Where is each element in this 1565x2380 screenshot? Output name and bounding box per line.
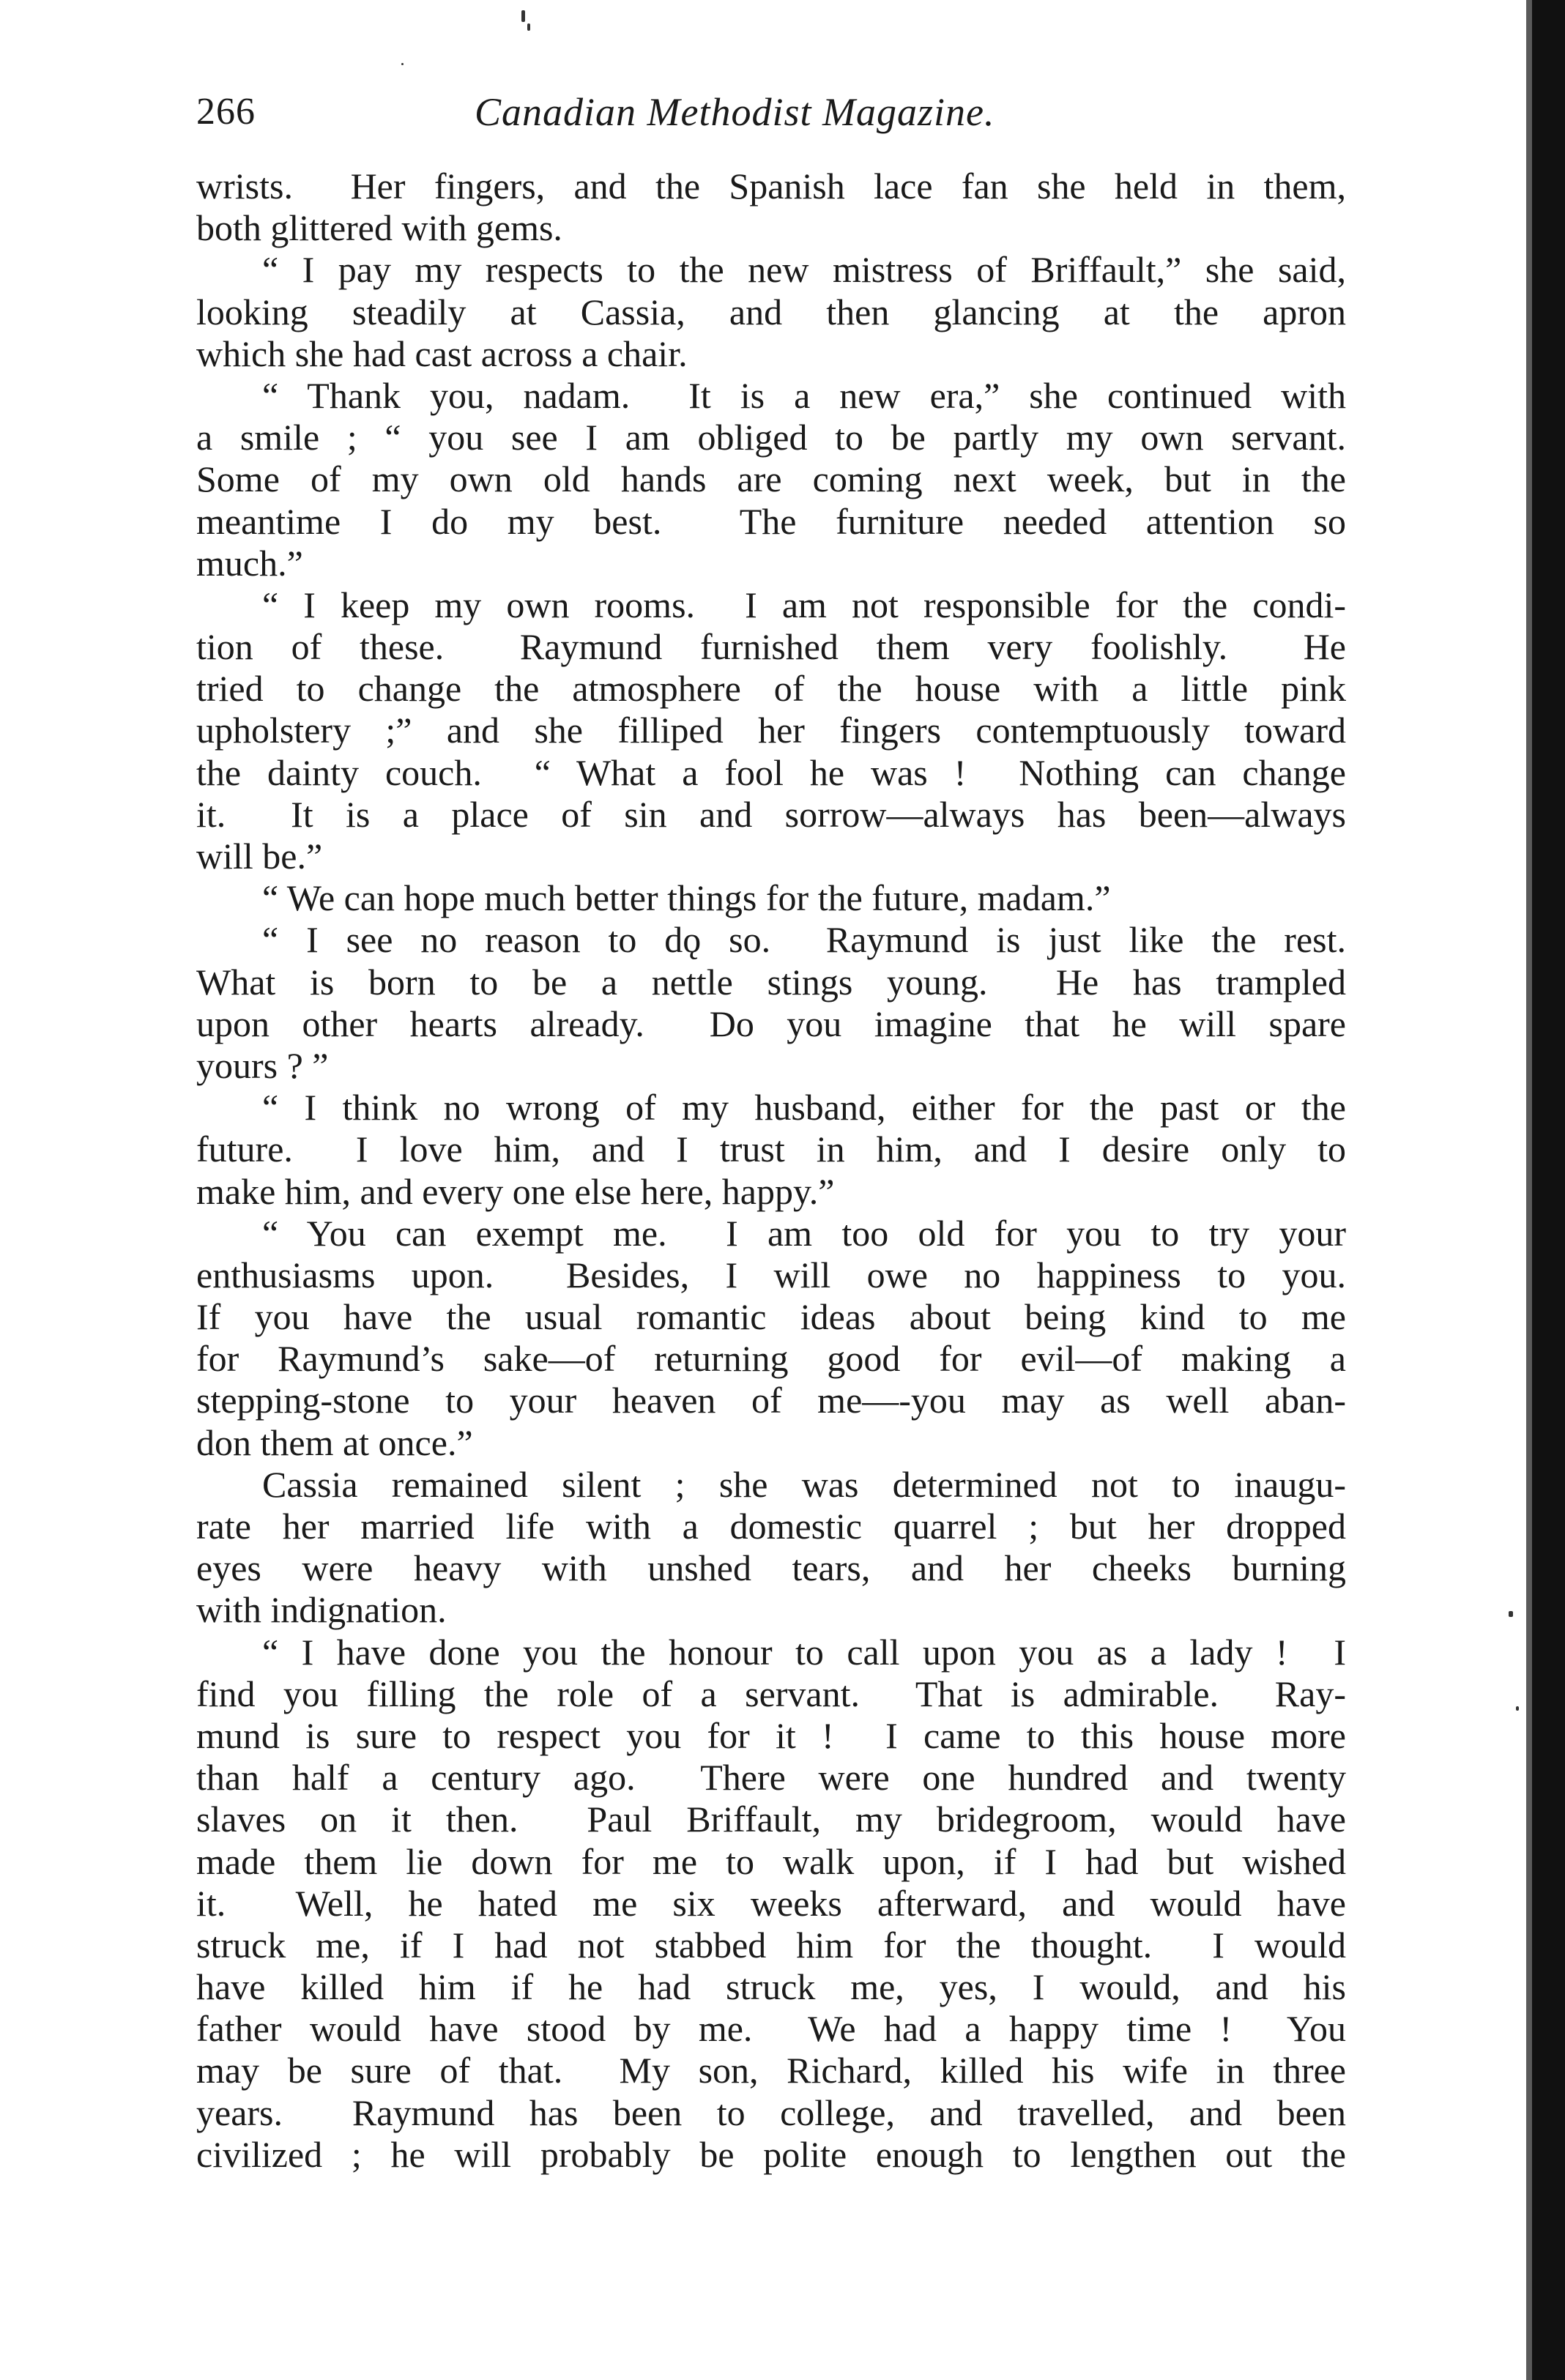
text-line: which she had cast across a chair.: [196, 332, 688, 374]
text-line: upon other hearts already. Do you imagine that he will spare: [196, 1003, 1346, 1044]
text-line: “ I think no wrong of my husband, either for the past or the: [262, 1087, 1346, 1128]
text-line: find you filling the role of a servant. That is admirable. Ray-: [196, 1673, 1346, 1714]
text-line: meantime I do my best. The furniture needed attention so: [196, 500, 1346, 542]
text-line: for Raymund’s sake—of returning good for evil—of making a: [196, 1338, 1346, 1380]
text-line: rate her married life with a domestic quarrel ; but her dropped: [196, 1506, 1346, 1547]
text-line: What is born to be a nettle stings young. He has trampled: [196, 961, 1346, 1003]
text-line: much.”: [196, 542, 303, 584]
text-line: Cassia remained silent ; she was determined not to inaugu-: [262, 1463, 1346, 1505]
text-line: mund is sure to respect you for it ! I came to this house more: [196, 1714, 1346, 1756]
text-line: “ I keep my own rooms. I am not responsible for the condi-: [262, 584, 1346, 625]
text-line: slaves on it then. Paul Briffault, my bridegroom, would have: [196, 1799, 1346, 1840]
text-line: looking steadily at Cassia, and then glancing at the apron: [196, 291, 1346, 332]
text-line: enthusiasms upon. Besides, I will owe no happiness to you.: [196, 1254, 1346, 1295]
text-line: the dainty couch. “ What a fool he was ! Nothing can change: [196, 751, 1346, 793]
text-line: yours ? ”: [196, 1044, 329, 1086]
text-line: “ I pay my respects to the new mistress of Briffault,” she said,: [262, 249, 1346, 291]
scan-edge: [1532, 0, 1565, 2380]
text-line: it. It is a place of sin and sorrow—always has been—always: [196, 793, 1346, 835]
text-line: “ We can hope much better things for the future, madam.”: [262, 877, 1111, 919]
page-header: [196, 86, 1346, 138]
text-line: upholstery ;” and she filliped her fingers contemptuously toward: [196, 710, 1346, 751]
text-line: civilized ; he will probably be polite enough to lengthen out the: [196, 2133, 1346, 2175]
text-line: both glittered with gems.: [196, 207, 562, 249]
text-line: made them lie down for me to walk upon, if I had but wished: [196, 1840, 1346, 1882]
text-line: struck me, if I had not stabbed him for the thought. I would: [196, 1924, 1346, 1966]
text-line: make him, and every one else here, happy.”: [196, 1170, 835, 1212]
running-title: Canadian Methodist Magazine.: [475, 90, 995, 134]
text-line: a smile ; “ you see I am obliged to be partly my own servant.: [196, 417, 1346, 458]
text-line: future. I love him, and I trust in him, and I desire only to: [196, 1128, 1346, 1170]
text-line: with indignation.: [196, 1589, 447, 1631]
text-line: “ I have done you the honour to call upon you as a lady ! I: [262, 1631, 1346, 1673]
body-text: [196, 166, 1346, 2176]
text-line: may be sure of that. My son, Richard, killed his wife in three: [196, 2050, 1346, 2091]
text-line: years. Raymund has been to college, and travelled, and been: [196, 2091, 1346, 2133]
page-number: 266: [196, 91, 256, 133]
text-line: Some of my own old hands are coming next week, but in the: [196, 458, 1346, 500]
text-line: stepping-stone to your heaven of me—-you may as well aban-: [196, 1380, 1346, 1421]
text-line: tried to change the atmosphere of the house with a little pink: [196, 668, 1346, 710]
text-line: it. Well, he hated me six weeks afterward, and would have: [196, 1882, 1346, 1924]
text-line: wrists. Her fingers, and the Spanish lace fan she held in them,: [196, 166, 1346, 207]
text-line: don them at once.”: [196, 1421, 473, 1463]
text-line: eyes were heavy with unshed tears, and her cheeks burning: [196, 1547, 1346, 1589]
text-line: If you have the usual romantic ideas about being kind to me: [196, 1296, 1346, 1338]
text-line: will be.”: [196, 836, 323, 877]
text-line: “ I see no reason to dǫ so. Raymund is just like the rest.: [262, 919, 1346, 961]
text-line: father would have stood by me. We had a happy time ! You: [196, 2008, 1346, 2050]
text-line: tion of these. Raymund furnished them very foolishly. He: [196, 626, 1346, 668]
text-line: have killed him if he had struck me, yes, I would, and his: [196, 1966, 1346, 2008]
text-line: “ You can exempt me. I am too old for you to try your: [262, 1212, 1346, 1254]
text-line: “ Thank you, nadam. It is a new era,” she continued with: [262, 374, 1346, 416]
text-line: than half a century ago. There were one hundred and twenty: [196, 1757, 1346, 1799]
